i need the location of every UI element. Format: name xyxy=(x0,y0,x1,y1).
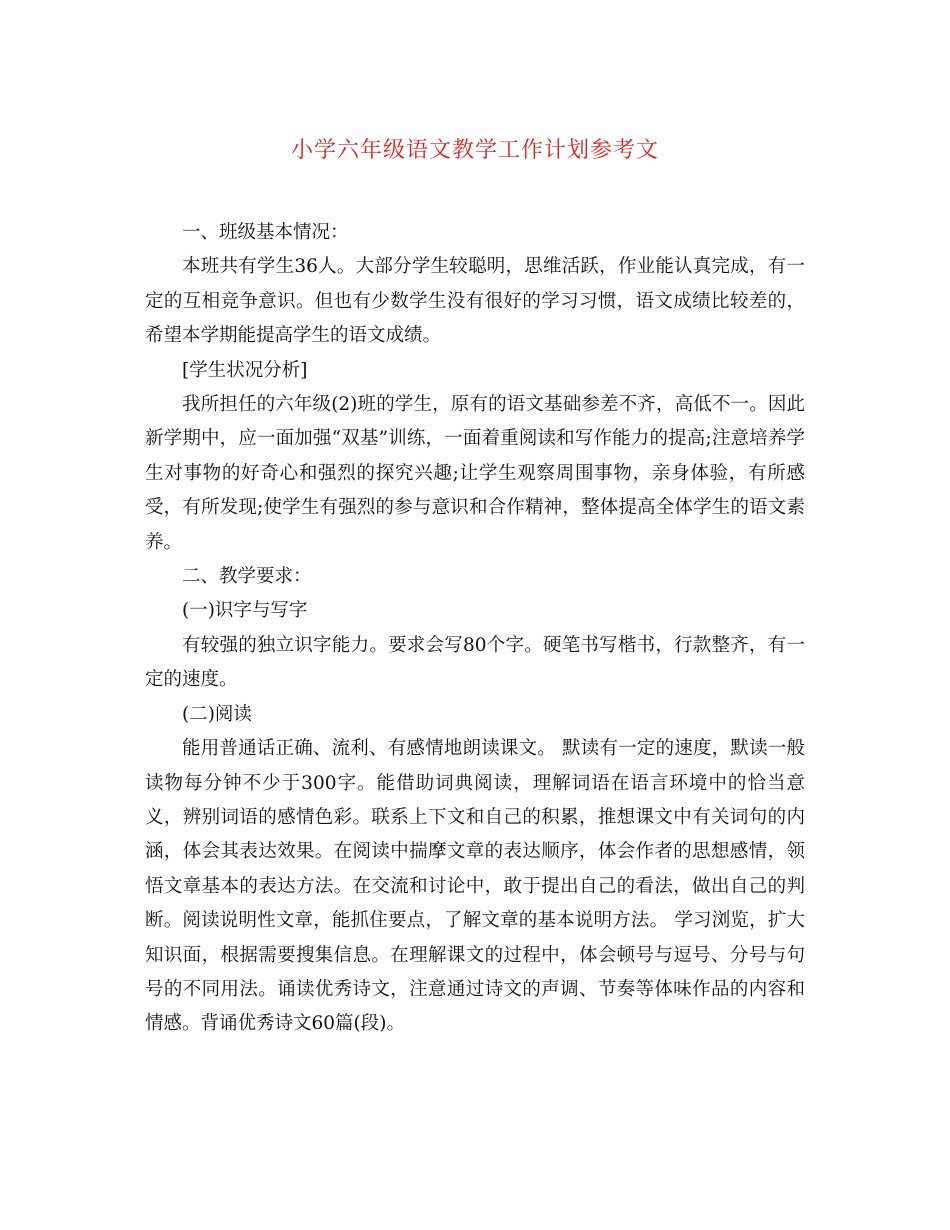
document-title: 小学六年级语文教学工作计划参考文 xyxy=(290,138,659,163)
paragraph-literacy-writing: 有较强的独立识字能力。要求会写80个字。硬笔书写楷书，行款整齐，有一定的速度。 xyxy=(145,634,805,691)
document-body xyxy=(145,216,805,1042)
paragraph-student-analysis: 我所担任的六年级(2)班的学生，原有的语文基础参差不齐，高低不一。因此新学期中，应一面加强“双基”训练，一面着重阅读和写作能力的提高;注意培养学生对事物的好奇心和强烈的探究兴趣;让学生观察周围事物，亲身体验，有所感受，有所发现;使学生有强烈的参与意识和合作精神，整体提高全体学生的语文素养。 xyxy=(145,394,805,553)
paragraph-reading: 能用普通话正确、流利、有感情地朗读课文。 默读有一定的速度，默读一般读物每分钟不少于300字。能借助词典阅读，理解词语在语言环境中的恰当意义，辨别词语的感情色彩。联系上下文和自己的积累，推想课文中有关词句的内涵，体会其表达效果。在阅读中揣摩文章的表达顺序，体会作者的思想感情，领悟文章基本的表达方法。在交流和讨论中，敢于提出自己的看法，做出自己的判断。阅读说明性文章，能抓住要点，了解文章的基本说明方法。 学习浏览，扩大知识面，根据需要搜集信息。在理解课文的过程中，体会顿号与逗号、分号与句号的不同用法。诵读优秀诗文，注意通过诗文的声调、节奏等体味作品的内容和情感。背诵优秀诗文60篇(段)。 xyxy=(145,738,805,1035)
subheading-literacy-writing: (一)识字与写字 xyxy=(182,600,308,622)
section-heading-student-analysis: [学生状况分析] xyxy=(182,359,308,381)
section-heading-teaching-requirements: 二、教学要求： xyxy=(182,566,312,588)
section-heading-class-info: 一、班级基本情况： xyxy=(182,222,349,243)
paragraph-class-info: 本班共有学生36人。大部分学生较聪明，思维活跃，作业能认真完成，有一定的互相竞争意识。但也有少数学生没有很好的学习习惯，语文成绩比较差的，希望本学期能提高学生的语文成绩。 xyxy=(145,256,805,347)
subheading-reading: (二)阅读 xyxy=(182,703,252,725)
